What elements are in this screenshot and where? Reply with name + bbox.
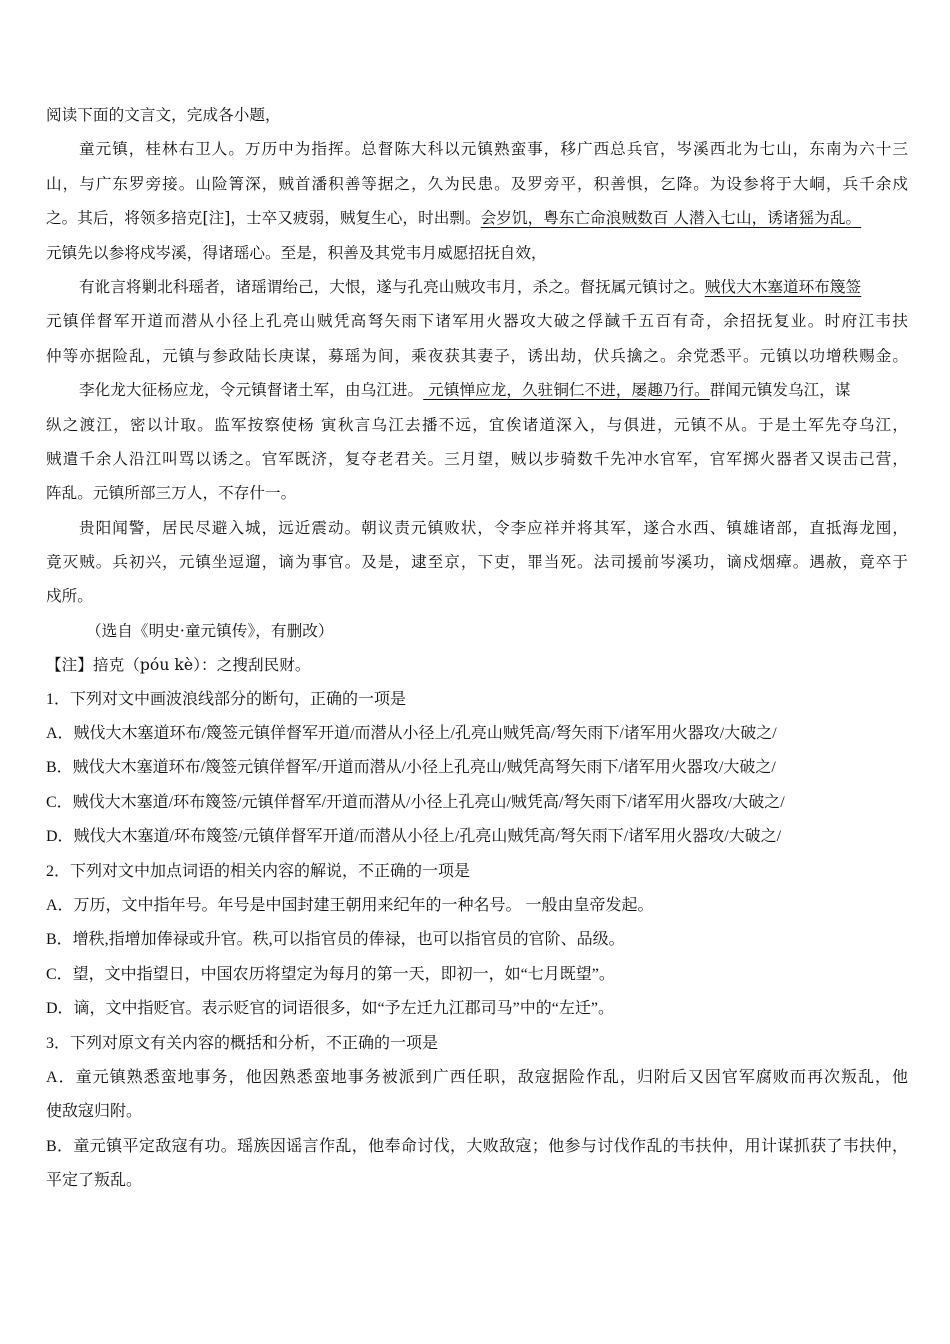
passage-line xyxy=(46,373,908,407)
option-d: D．贼伐大木塞道/环布篾签/元镇佯督军开道/而潜从小径上/孔亮山贼凭高/弩矢雨下/诸军用火器攻/大破之/ xyxy=(46,828,782,846)
underlined-sentence: 会岁饥，粤东亡命浪贼数百 人潜入七山，诱诸猺为乱。 xyxy=(480,209,862,228)
question-3 xyxy=(46,1027,908,1199)
option-b-continued: 平定了叛乱。 xyxy=(46,1172,143,1190)
option-a: A．童元镇熟悉蛮地事务，他因熟悉蛮地事务被派到广西任职，敌寇据险作乱，归附后又因官军腐败而再次叛乱，他 xyxy=(46,1068,908,1086)
question-stem: 3．下列对原文有关内容的概括和分析，不正确的一项是 xyxy=(46,1034,439,1052)
underlined-sentence: 元镇惮应龙，久驻铜仁不进，屡趣乃行。 xyxy=(423,381,710,400)
passage-line: 童元镇，桂林右卫人。万历中为指挥。总督陈大科以元镇熟蛮事，移广西总兵官，岑溪西北为七山，东南为六十三 xyxy=(79,140,908,159)
option-b: B．贼伐大木塞道环布/篾签元镇佯督军/开道而潜从/小径上孔亮山/贼凭高弩矢雨下/诸军用火器攻/大破之/ xyxy=(46,759,776,777)
passage-line: 仲等亦据险乱，元镇与参政陆长庚谋，募瑶为间，乘夜获其妻子，诱出劫，伏兵擒之。余党悉平。元镇以功增秩赐金。 xyxy=(46,346,908,365)
option-b: B．增秩,指增加俸禄或升官。秩,可以指官员的俸禄，也可以指官员的官阶、品级。 xyxy=(46,931,625,949)
passage-line: 元镇先以参将戍岑溪，得诸瑶心。至是，积善及其党韦月威愿招抚自效， xyxy=(46,243,547,262)
passage-text: 李化龙大征杨应龙，令元镇督诸土军，由乌江进。 xyxy=(79,381,424,400)
option-c: C．望，文中指望日，中国农历将望定为每月的第一天，即初一，如“七月既望”。 xyxy=(46,965,615,983)
option-a: A．贼伐大木塞道环布/篾签元镇佯督军开道/而潜从小径上/孔亮山贼凭高/弩矢雨下/诸军用火器攻/大破之/ xyxy=(46,725,777,743)
passage-paragraph-4 xyxy=(46,511,908,614)
passage-paragraph-3 xyxy=(46,373,908,511)
passage-line: 贼遣千余人沿江叫骂以诱之。官军既济，复夺老君关。三月望，贼以步骑数千先冲水官军，官军掷火器者又误击己营， xyxy=(46,449,908,468)
intro-line: 阅读下面的文言文，完成各小题， xyxy=(46,106,281,124)
passage-text: 有讹言将剿北科瑶者，诸瑶谓绐己，大恨，遂与孔亮山贼攻韦月，杀之。督抚属元镇讨之。 xyxy=(79,277,705,296)
question-stem: 1．下列对文中画波浪线部分的断句，正确的一项是 xyxy=(46,690,407,708)
passage-line: 山，与广东罗旁接。山险箐深，贼首潘积善等据之，久为民患。及罗旁平，积善惧，乞降。为设参将于大峒，兵千余戍 xyxy=(46,174,908,193)
option-a: A．万历，文中指年号。年号是中国封建王朝用来纪年的一种名号。 一般由皇帝发起。 xyxy=(46,896,654,914)
footnote: 【注】掊克（póu kè）：之搜刮民财。 xyxy=(46,656,311,675)
passage-line: 纵之渡江，密以计取。监军按察使杨 寅秋言乌江去播不远，宜俟诸道深入，与俱进，元镇不从。于是土军先夺乌江， xyxy=(46,415,908,434)
passage-line: 贵阳闻警，居民尽避入城，远近震动。朝议责元镇败状，令李应祥并将其军，遂合水西、镇雄诸部，直抵海龙囤， xyxy=(79,518,908,537)
option-b: B．童元镇平定敌寇有功。瑶族因谣言作乱，他奉命讨伐，大败敌寇；他参与讨伐作乱的韦扶仲，用计谋抓获了韦扶仲， xyxy=(46,1137,908,1155)
passage-line: 阵乱。元镇所部三万人，不存什一。 xyxy=(46,484,297,503)
passage-line xyxy=(46,270,908,304)
option-d: D．谪，文中指贬官。表示贬官的词语很多，如“予左迁九江郡司马”中的“左迁”。 xyxy=(46,1000,614,1018)
source-citation: （选自《明史·童元镇传》，有删改） xyxy=(86,621,334,640)
passage-line: 戍所。 xyxy=(46,587,93,606)
option-c: C．贼伐大木塞道/环布篾签/元镇佯督军/开道而潜从/小径上孔亮山/贼凭高/弩矢雨下/诸军用火器攻/大破之/ xyxy=(46,793,785,811)
passage-text: 之。其后，将领多掊克[注]，士卒又疲弱，贼复生心，时出剽。 xyxy=(46,209,481,228)
question-1 xyxy=(46,683,908,855)
passage-line: 竟灭贼。兵初兴，元镇坐逗遛，谪为事官。及是，逮至京，下吏，罪当死。法司援前岑溪功，谪戍烟瘴。遇赦，竟卒于 xyxy=(46,553,908,572)
question-stem: 2．下列对文中加点词语的相关内容的解说，不正确的一项是 xyxy=(46,862,471,880)
passage-line xyxy=(46,201,908,235)
passage-text: 群闻元镇发乌江，谋 xyxy=(709,381,851,400)
option-a-continued: 使敌寇归附。 xyxy=(46,1103,143,1121)
question-2 xyxy=(46,855,908,1027)
passage-line: 元镇佯督军开道而潜从小径上孔亮山贼凭高弩矢雨下诸军用火器攻大破之俘馘千五百有奇，余招抚复业。时府江韦扶 xyxy=(46,312,908,331)
document-page xyxy=(46,98,908,1199)
passage-paragraph-1 xyxy=(46,132,908,270)
passage-paragraph-2 xyxy=(46,270,908,373)
wavy-underlined-sentence: 贼伐大木塞道环布篾签 xyxy=(704,277,862,296)
